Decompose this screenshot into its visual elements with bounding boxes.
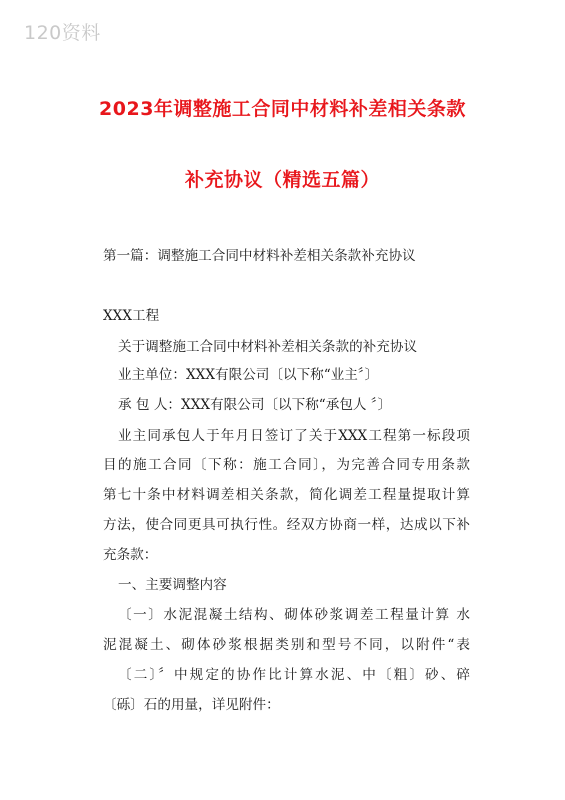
watermark: 120资料 [24,22,101,44]
paragraph-1-line-2: 目的施工合同〔下称：施工合同〕，为完善合同专用条款 [103,457,470,473]
paragraph-3-line-1: 〔二〕〞中规定的协作比计算水泥、中〔粗〕砂、碎 [118,667,470,683]
paragraph-1-line-1: 业主同承包人于年月日签订了关于XXX工程第一标段项 [118,428,470,444]
document-title-line-1: 2023年调整施工合同中材料补差相关条款 [99,98,466,120]
paragraph-1-line-3: 第七十条中材料调差相关条款，简化调差工程量提取计算 [103,487,470,503]
owner-line: 业主单位：XXX有限公司〔以下称“业主〞〕 [118,367,379,383]
section-heading: 第一篇：调整施工合同中材料补差相关条款补充协议 [103,248,416,264]
paragraph-2-line-2: 泥混凝土、砌体砂浆根据类别和型号不同，以附件“表 [103,637,470,653]
contractor-line: 承 包 人：XXX有限公司〔以下称“承包人 〞〕 [118,397,392,413]
paragraph-1-line-5: 充条款： [103,547,158,563]
item-heading: 一、主要调整内容 [118,577,227,593]
project-name: XXX工程 [103,308,160,324]
document-title-line-2: 补充协议（精选五篇） [184,169,380,191]
paragraph-2-line-1: 〔一〕水泥混凝土结构、砌体砂浆调差工程量计算 水 [118,607,470,623]
paragraph-1-line-4: 方法，使合同更具可执行性。经双方协商一样，达成以下补 [103,517,470,533]
agreement-title: 关于调整施工合同中材料补差相关条款的补充协议 [118,339,418,355]
paragraph-3-line-2: 〔砾〕石的用量，详见附件： [103,697,280,713]
